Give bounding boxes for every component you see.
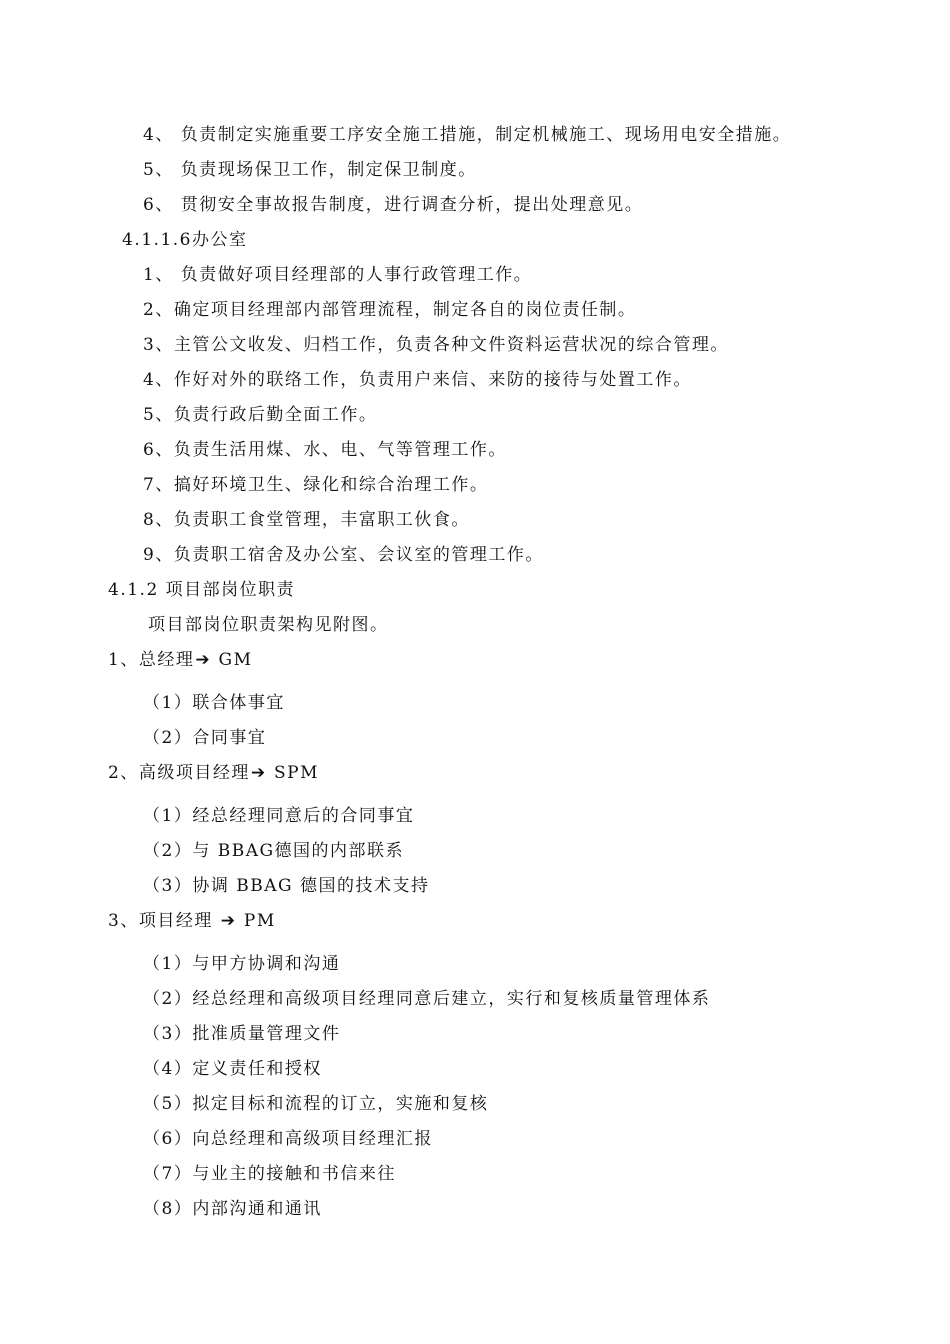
safety-duty-item-5: 5、 负责现场保卫工作，制定保卫制度。: [143, 160, 477, 180]
role-gm-duty-2: （2）合同事宜: [143, 728, 267, 748]
office-duty-item-8: 8、负责职工食堂管理，丰富职工伙食。: [143, 510, 470, 530]
safety-duty-item-4: 4、 负责制定实施重要工序安全施工措施，制定机械施工、现场用电安全措施。: [143, 125, 792, 145]
role-pm-heading: [108, 910, 276, 932]
role-pm-duty-8: （8）内部沟通和通讯: [143, 1199, 322, 1219]
role-spm-duty-1: （1）经总经理同意后的合同事宜: [143, 806, 415, 826]
office-section-heading: 4.1.1.6办公室: [122, 230, 248, 250]
role-pm-duty-7: （7）与业主的接触和书信来往: [143, 1164, 396, 1184]
role-pm-duty-1: （1）与甲方协调和沟通: [143, 954, 341, 974]
role-pm-title: 3、项目经理: [108, 911, 220, 931]
office-duty-item-3: 3、主管公文收发、归档工作，负责各种文件资料运营状况的综合管理。: [143, 335, 729, 355]
role-pm-code: PM: [243, 911, 276, 931]
arrow-right-icon: ➔: [250, 763, 266, 783]
role-pm-duty-4: （4）定义责任和授权: [143, 1059, 322, 1079]
office-duty-item-2: 2、确定项目经理部内部管理流程，制定各自的岗位责任制。: [143, 300, 637, 320]
role-pm-duty-5: （5）拟定目标和流程的订立，实施和复核: [143, 1094, 489, 1114]
role-spm-code: SPM: [273, 763, 319, 783]
office-duty-item-5: 5、负责行政后勤全面工作。: [143, 405, 378, 425]
role-pm-duty-2: （2）经总经理和高级项目经理同意后建立，实行和复核质量管理体系: [143, 989, 711, 1009]
office-duty-item-6: 6、负责生活用煤、水、电、气等管理工作。: [143, 440, 507, 460]
role-gm-heading: [108, 649, 252, 671]
role-gm-duty-1: （1）联合体事宜: [143, 693, 285, 713]
office-duty-item-1: 1、 负责做好项目经理部的人事行政管理工作。: [143, 265, 533, 285]
role-pm-duty-6: （6）向总经理和高级项目经理汇报: [143, 1129, 433, 1149]
role-gm-title: 1、总经理: [108, 650, 195, 670]
role-pm-duty-3: （3）批准质量管理文件: [143, 1024, 341, 1044]
office-duty-item-4: 4、作好对外的联络工作，负责用户来信、来防的接待与处置工作。: [143, 370, 692, 390]
role-spm-title: 2、高级项目经理: [108, 763, 250, 783]
arrow-right-icon: ➔: [195, 650, 210, 670]
role-spm-heading: [108, 762, 319, 784]
arrow-right-icon: ➔: [220, 911, 235, 931]
role-gm-code: GM: [218, 650, 253, 670]
office-duty-item-7: 7、搞好环境卫生、绿化和综合治理工作。: [143, 475, 489, 495]
positions-section-intro: 项目部岗位职责架构见附图。: [148, 615, 389, 635]
role-spm-duty-2: （2）与 BBAG德国的内部联系: [143, 841, 405, 861]
safety-duty-item-6: 6、 贯彻安全事故报告制度，进行调查分析，提出处理意见。: [143, 195, 644, 215]
role-spm-duty-3: （3）协调 BBAG 德国的技术支持: [143, 876, 430, 896]
positions-section-heading: 4.1.2 项目部岗位职责: [108, 580, 296, 600]
office-duty-item-9: 9、负责职工宿舍及办公室、会议室的管理工作。: [143, 545, 544, 565]
